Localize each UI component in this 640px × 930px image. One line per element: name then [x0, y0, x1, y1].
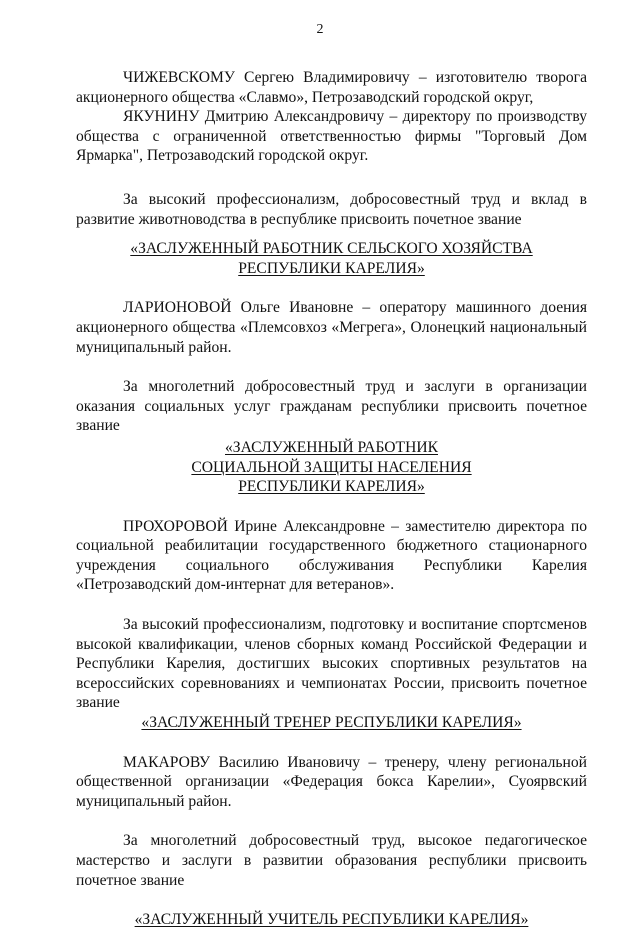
title-social-protection-worker [76, 438, 587, 497]
page-number: 2 [316, 22, 324, 37]
title-line: «ЗАСЛУЖЕННЫЙ РАБОТНИК СЕЛЬСКОГО ХОЗЯЙСТВА [130, 240, 533, 258]
title-agriculture-worker [76, 239, 587, 278]
title-line: РЕСПУБЛИКИ КАРЕЛИЯ» [238, 259, 425, 277]
title-honored-coach: «ЗАСЛУЖЕННЫЙ ТРЕНЕР РЕСПУБЛИКИ КАРЕЛИЯ» [141, 714, 522, 732]
award-reason-sports: За высокий профессионализм, подготовку и воспитание спортсменов высокой квалификации, членов сборных команд Российской Федерации и Республики Карелия, достигших высоких спортивных результатов на всероссийских соревнованиях и чемпионатах России, присвоить почетное звание [76, 616, 587, 712]
award-reason-livestock: За высокий профессионализм, добросовестный труд и вклад в развитие животноводства в республике присвоить почетное звание [76, 190, 587, 228]
document-body [76, 68, 587, 930]
award-reason-social-services: За многолетний добросовестный труд и заслуги в организации оказания социальных услуг гражданам республики присвоить почетное звание [76, 378, 587, 435]
title-honored-teacher: «ЗАСЛУЖЕННЫЙ УЧИТЕЛЬ РЕСПУБЛИКИ КАРЕЛИЯ» [134, 911, 529, 929]
award-recipient-larionova: ЛАРИОНОВОЙ Ольге Ивановне – оператору машинного доения акционерного общества «Племсовхоз «Мегрега», Олонецкий национальный муниципальный район. [76, 299, 587, 356]
award-recipient-chizhevsky: ЧИЖЕВСКОМУ Сергею Владимировичу – изготовителю творога акционерного общества «Славмо», Петрозаводский городской округ, [76, 69, 587, 106]
award-recipient-makarov: МАКАРОВУ Василию Ивановичу – тренеру, члену региональной общественной организации «Федерация бокса Карелии», Суоярвский муниципальный район. [76, 753, 587, 810]
award-recipient-prokhorova: ПРОХОРОВОЙ Ирине Александровне – заместителю директора по социальной реабилитации государственного бюджетного стационарного учреждения социального обслуживания Республики Карелия «Петрозаводский дом-интернат для ветеранов». [76, 517, 587, 594]
title-line: РЕСПУБЛИКИ КАРЕЛИЯ» [238, 478, 425, 496]
title-line: «ЗАСЛУЖЕННЫЙ РАБОТНИК [225, 438, 438, 456]
title-line: СОЦИАЛЬНОЙ ЗАЩИТЫ НАСЕЛЕНИЯ [191, 458, 472, 476]
award-recipient-yakunin: ЯКУНИНУ Дмитрию Александровичу – директору по производству общества с ограниченной ответственностью фирмы "Торговый Дом Ярмарка", Петрозаводский городской округ. [76, 108, 587, 165]
award-reason-education: За многолетний добросовестный труд, высокое педагогическое мастерство и заслуги в развитии образования республики присвоить почетное звание [76, 832, 587, 889]
